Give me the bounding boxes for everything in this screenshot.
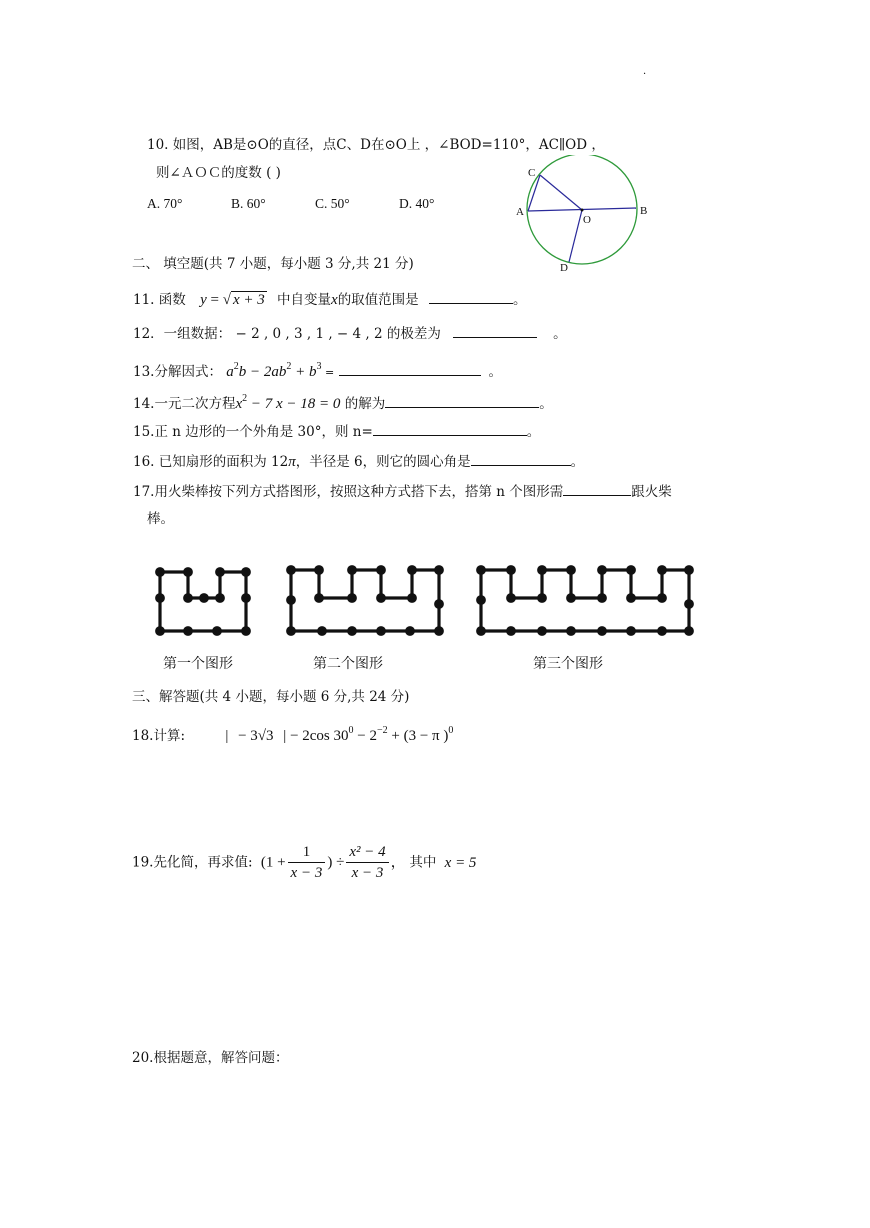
q18-mid: − 2 bbox=[353, 728, 377, 744]
q17-line1-end: 跟火柴 bbox=[631, 484, 672, 500]
option-d: D. 40° bbox=[399, 196, 435, 211]
fraction-2 bbox=[346, 842, 388, 883]
q13-end: 。 bbox=[488, 364, 503, 380]
matchstick-figures bbox=[150, 560, 710, 640]
q18-inner: − 3√3 bbox=[234, 728, 278, 744]
q18-zeroexp: 0 bbox=[448, 725, 454, 736]
q16-pi: π bbox=[288, 454, 296, 470]
q10-line1: 10. 如图，AB是⊙O的直径，点C、D在⊙O上 ，∠BOD=110°，AC∥OD ， bbox=[147, 137, 605, 153]
q11-eq: = bbox=[210, 292, 219, 308]
q19-expr bbox=[260, 844, 410, 881]
circle-diagram bbox=[508, 155, 658, 275]
center-dot bbox=[581, 209, 584, 212]
q19-close: ) ÷ bbox=[327, 854, 345, 871]
q14-x: x bbox=[235, 396, 243, 412]
q19-where: 其中 bbox=[409, 854, 437, 871]
q13-b: b − 2ab bbox=[238, 364, 287, 380]
q13-eq: = bbox=[321, 366, 335, 379]
q16 bbox=[133, 451, 584, 471]
q18 bbox=[132, 722, 453, 745]
q20: 20.根据题意，解答问题： bbox=[132, 1050, 289, 1066]
q14-end: 。 bbox=[539, 396, 553, 412]
caption-figure-3: 第三个图形 bbox=[533, 656, 603, 672]
q14-rest: − 7 x − 18 = 0 bbox=[247, 396, 341, 412]
q11 bbox=[133, 289, 526, 309]
q19-comma: ， bbox=[390, 854, 406, 871]
page-mark: · bbox=[643, 69, 647, 80]
q11-end: 。 bbox=[512, 292, 527, 308]
fraction-1 bbox=[288, 842, 326, 883]
q18-prefix: 18.计算: bbox=[132, 728, 186, 744]
section2-heading: 二、 填空题(共 7 小题，每小题 3 分,共 21 分) bbox=[132, 256, 414, 272]
q18-expr bbox=[225, 725, 454, 744]
radius-od bbox=[569, 210, 582, 262]
q13-prefix: 13.分解因式： bbox=[133, 364, 222, 380]
caption-figure-2: 第二个图形 bbox=[313, 656, 383, 672]
fraction-1-den: x − 3 bbox=[290, 865, 323, 881]
fraction-1-num: 1 bbox=[288, 842, 326, 863]
q12 bbox=[133, 323, 567, 343]
q11-y: y bbox=[200, 292, 207, 308]
answer-blank[interactable] bbox=[339, 361, 481, 376]
answer-blank[interactable] bbox=[563, 481, 631, 496]
q11-function bbox=[200, 292, 267, 308]
q17-text: 17.用火柴棒按下列方式搭图形，按照这种方式搭下去，搭第 n 个图形需 bbox=[133, 484, 564, 500]
abs-bar-close: | bbox=[283, 728, 287, 744]
figure-1 bbox=[157, 569, 250, 635]
label-b: B bbox=[640, 205, 648, 217]
sqrt-sign: √ bbox=[222, 292, 231, 308]
q18-negexp: −2 bbox=[377, 725, 388, 736]
q18-rest: − 2cos 30 bbox=[286, 728, 349, 744]
option-a: A. 70° bbox=[147, 196, 183, 211]
q12-end: 。 bbox=[553, 326, 567, 342]
q16-prefix: 16. 已知扇形的面积为 12 bbox=[133, 454, 289, 470]
q15-text: 15.正 n 边形的一个外角是 30°，则 n= bbox=[133, 424, 373, 440]
q11-var: x bbox=[331, 292, 338, 308]
q18-deg: 0 bbox=[348, 725, 354, 736]
q17-line2: 棒。 bbox=[147, 511, 174, 527]
q12-text: 12．一组数据： − 2 , 0 , 3 , 1 , − 4 , 2 的极差为 bbox=[133, 326, 441, 342]
q11-radicand: x + 3 bbox=[232, 292, 265, 308]
option-c: C. 50° bbox=[315, 196, 350, 211]
q14-suffix: 的解为 bbox=[340, 396, 386, 412]
radius-oc bbox=[540, 175, 582, 210]
answer-blank[interactable] bbox=[453, 323, 537, 338]
label-o: O bbox=[583, 214, 591, 226]
q10-line2: 则∠ＡＯＣ的度数 ( ) bbox=[156, 165, 281, 181]
q19-cond: x = 5 bbox=[444, 854, 477, 871]
q15-end: 。 bbox=[526, 424, 541, 440]
q14-exp: 2 bbox=[242, 393, 248, 404]
caption-figure-1: 第一个图形 bbox=[163, 656, 233, 672]
q13-expr bbox=[226, 361, 322, 380]
q13 bbox=[133, 358, 502, 382]
q19 bbox=[132, 842, 476, 883]
fraction-2-den: x − 3 bbox=[351, 865, 384, 881]
label-d: D bbox=[560, 262, 568, 274]
q11-prefix: 11. 函数 bbox=[133, 292, 186, 308]
q13-c: + b bbox=[291, 364, 317, 380]
q14-equation bbox=[235, 393, 341, 412]
q11-suffix: 的取值范围是 bbox=[337, 292, 419, 308]
q18-tail: + (3 − π ) bbox=[387, 728, 449, 744]
q15 bbox=[133, 421, 540, 441]
q16-suffix: ，半径是 6，则它的圆心角是 bbox=[295, 454, 471, 470]
q13-a-exp: 2 bbox=[233, 361, 239, 372]
q13-c-exp: 3 bbox=[316, 361, 322, 372]
label-c: C bbox=[528, 167, 536, 179]
answer-blank[interactable] bbox=[373, 421, 527, 436]
q17-line1 bbox=[133, 481, 672, 501]
answer-blank[interactable] bbox=[429, 289, 513, 304]
q14 bbox=[133, 390, 553, 413]
q19-open: (1 + bbox=[260, 854, 286, 871]
figure-2 bbox=[288, 567, 443, 635]
section3-heading: 三、解答题(共 4 小题，每小题 6 分,共 24 分) bbox=[132, 689, 410, 705]
option-b: B. 60° bbox=[231, 196, 266, 211]
fraction-2-num: x² − 4 bbox=[346, 842, 388, 863]
q19-prefix: 19.先化简，再求值: bbox=[132, 854, 253, 871]
answer-blank[interactable] bbox=[471, 451, 571, 466]
q13-b-exp: 2 bbox=[286, 361, 292, 372]
q14-prefix: 14.一元二次方程 bbox=[133, 396, 236, 412]
abs-bar-open: | bbox=[225, 728, 229, 744]
q10-options bbox=[147, 195, 434, 213]
answer-blank[interactable] bbox=[385, 393, 539, 408]
label-a: A bbox=[516, 206, 524, 218]
q13-a: a bbox=[226, 364, 234, 380]
q11-mid: 中自变量 bbox=[277, 292, 332, 308]
figure-3 bbox=[478, 567, 693, 635]
q16-end: 。 bbox=[570, 454, 585, 470]
